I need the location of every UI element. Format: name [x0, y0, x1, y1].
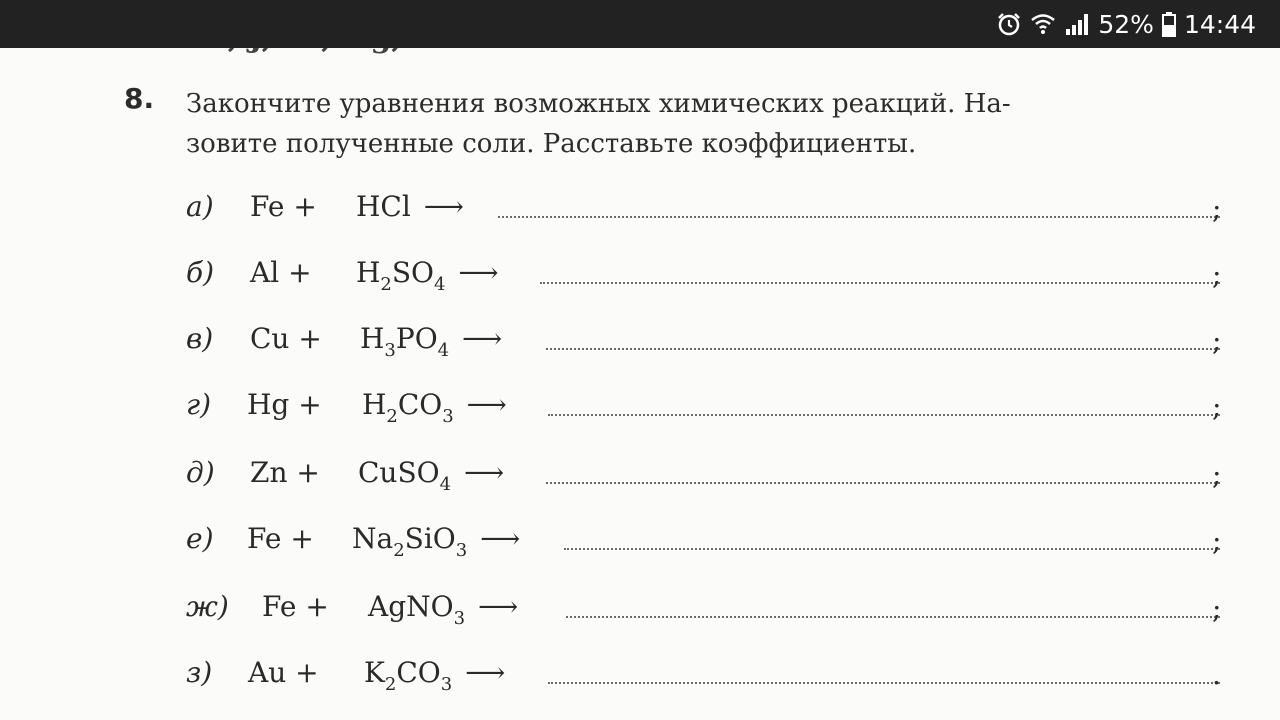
status-bar — [0, 0, 1280, 48]
formula-part: H — [362, 388, 387, 421]
formula-subscript: 2 — [393, 540, 405, 561]
equation-metal: Cu + — [250, 322, 322, 355]
formula-subscript: 3 — [440, 674, 453, 695]
reaction-arrow-icon: ⟶ — [456, 656, 506, 689]
formula-part: SO — [391, 256, 435, 289]
formula-part: PO — [395, 322, 438, 355]
equation-metal: Al + — [250, 256, 312, 289]
equation-row — [0, 652, 1280, 702]
answer-blank-line — [566, 616, 1220, 618]
reaction-arrow-icon: ⟶ — [449, 256, 499, 289]
formula-part: Na — [352, 522, 394, 555]
equation-letter: б) — [186, 256, 215, 289]
equation-reagent — [352, 522, 521, 561]
reaction-arrow-icon: ⟶ — [471, 522, 521, 555]
formula-subscript: 3 — [455, 540, 468, 561]
line-end-punctuation: ; — [1212, 390, 1222, 423]
line-end-punctuation: ; — [1212, 258, 1222, 291]
equation-letter: в) — [186, 322, 214, 355]
answer-blank-line — [548, 414, 1220, 416]
formula-subscript: 2 — [384, 674, 397, 695]
equation-reagent — [364, 656, 506, 695]
line-end-punctuation: ; — [1212, 592, 1222, 625]
signal-bars-icon — [1064, 11, 1090, 37]
formula-part: CO — [397, 388, 443, 421]
equation-row — [0, 186, 1280, 236]
line-end-punctuation: ; — [1212, 524, 1222, 557]
line-end-punctuation: ; — [1212, 458, 1222, 491]
wifi-icon — [1030, 11, 1056, 37]
formula-part: K — [364, 656, 385, 689]
formula-part: CO — [396, 656, 441, 689]
answer-blank-line — [548, 682, 1220, 684]
formula-subscript: 3 — [442, 406, 454, 427]
equation-metal: Fe + — [250, 190, 317, 223]
battery-percent: 52% — [1098, 9, 1154, 39]
equation-reagent — [356, 190, 464, 223]
formula-subscript: 4 — [439, 474, 452, 495]
formula-subscript: 3 — [384, 340, 396, 361]
equation-metal: Au + — [248, 656, 319, 689]
task-text-line-2: зовите полученные соли. Расставьте коэффициенты. — [186, 129, 917, 159]
formula-subscript: 4 — [437, 340, 450, 361]
equation-letter: ж) — [186, 590, 229, 623]
task-number: 8. — [124, 82, 155, 115]
equation-letter: г) — [186, 388, 212, 421]
equation-metal: Fe + — [247, 522, 314, 555]
line-end-punctuation: ; — [1212, 192, 1222, 225]
battery-icon — [1162, 11, 1176, 37]
answer-blank-line — [540, 282, 1220, 284]
answer-blank-line — [546, 348, 1220, 350]
reaction-arrow-icon: ⟶ — [457, 388, 507, 421]
equation-reagent — [356, 256, 499, 295]
answer-blank-line — [498, 216, 1220, 218]
task-instructions — [186, 84, 1246, 164]
equation-letter: з) — [186, 656, 213, 689]
equation-reagent — [358, 456, 505, 495]
formula-subscript: 2 — [380, 274, 392, 295]
equation-row — [0, 586, 1280, 636]
formula-subscript: 3 — [453, 608, 466, 629]
clock-time: 14:44 — [1183, 9, 1256, 39]
equation-reagent — [360, 322, 503, 361]
task-text-line-1: Закончите уравнения возможных химических реакций. На- — [186, 89, 1011, 119]
formula-subscript: 4 — [434, 274, 446, 295]
formula-part: AgNO — [368, 590, 454, 623]
reaction-arrow-icon: ⟶ — [453, 322, 503, 355]
answer-blank-line — [564, 548, 1220, 550]
line-end-punctuation: ; — [1212, 324, 1222, 357]
equation-letter: е) — [186, 522, 214, 555]
line-end-punctuation: . — [1212, 658, 1221, 691]
reaction-arrow-icon: ⟶ — [469, 590, 519, 623]
equation-row — [0, 384, 1280, 434]
formula-part: H — [356, 256, 381, 289]
formula-part: H — [360, 322, 385, 355]
equation-metal: Zn + — [250, 456, 320, 489]
equation-row — [0, 318, 1280, 368]
reaction-arrow-icon: ⟶ — [455, 456, 505, 489]
equation-row — [0, 252, 1280, 302]
alarm-clock-icon — [996, 11, 1022, 37]
equation-metal: Hg + — [247, 388, 322, 421]
equation-reagent — [368, 590, 519, 629]
equation-letter: а) — [186, 190, 214, 223]
formula-part: HCl — [356, 190, 411, 223]
equation-row — [0, 452, 1280, 502]
formula-subscript: 2 — [386, 406, 398, 427]
reaction-arrow-icon: ⟶ — [414, 190, 464, 223]
answer-blank-line — [546, 482, 1220, 484]
equation-reagent — [362, 388, 507, 427]
equation-letter: д) — [186, 456, 215, 489]
formula-part: CuSO — [358, 456, 440, 489]
equation-row — [0, 518, 1280, 568]
formula-part: SiO — [404, 522, 456, 555]
equation-metal: Fe + — [262, 590, 329, 623]
